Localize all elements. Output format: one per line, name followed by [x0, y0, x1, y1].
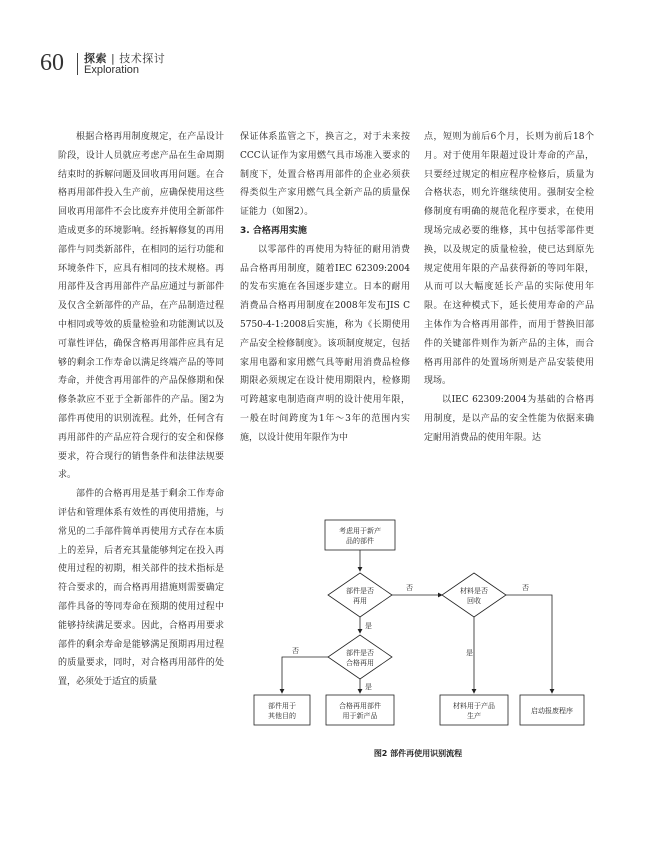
- label-no-d2: 否: [292, 647, 299, 655]
- paragraph: 以IEC 62309:2004为基础的合格再用制度，是以产品的安全性能为依据来确定耐用消费品的使用年限。达: [424, 395, 594, 443]
- paragraph: 保证体系监管之下，换言之，对于未来按CCC认证作为家用燃气具市场准入要求的制度下，处置合格再用部件的企业必须获得类似生产家用燃气具全新产品的质量保证能力（如图2）。: [240, 132, 410, 218]
- text-column-1: [58, 128, 224, 692]
- node-out1-line2: 其他目的: [268, 712, 296, 720]
- node-d2-line1: 部件是否: [346, 649, 374, 657]
- text-column-2: [240, 128, 410, 448]
- header-english: Exploration: [84, 64, 140, 76]
- label-no-d3: 否: [522, 584, 529, 592]
- flow-output-new-product: [326, 695, 394, 725]
- figure-caption: 图2 部件再使用识别流程: [373, 749, 463, 758]
- node-d1-line2: 再用: [353, 597, 367, 605]
- label-no-d1: 否: [406, 584, 413, 592]
- flowchart-figure: [240, 515, 596, 765]
- flow-output-material-production: [440, 695, 508, 725]
- text-column-3: [424, 128, 594, 448]
- header-separator: |: [111, 52, 116, 65]
- node-out2-line1: 合格再用部件: [339, 702, 381, 710]
- subsection-name: 技术探讨: [119, 52, 166, 65]
- paragraph: 点，短则为前后6个月，长则为前后18个月。对于使用年限超过设计寿命的产品，只要经过规定的相应程序检修后，质量为合格状态，则允许继续使用。强制安全检修制度有明确的规范化程序要求，在使用现场完成必要的维修，其中包括零部件更换，以及规定的质量检验，使已达到原先规定使用年限的产品获得新的等同年限，从而可以大幅度延长产品的实际使用年限。在这种模式下，延长使用寿命的产品主体作为合格再用部件，而用于替换旧部件的关键部件则作为新产品的主体，而合格再用部件的处置场所则是产品安装使用现场。: [424, 132, 594, 387]
- node-out1-line1: 部件用于: [268, 702, 296, 710]
- node-d2-line2: 合格再用: [346, 659, 374, 667]
- section-name: 探索: [84, 52, 107, 65]
- section-heading: 3. 合格再用实施: [240, 225, 307, 236]
- node-d3-line1: 材料是否: [460, 587, 488, 595]
- flow-decision-recycle: [442, 573, 506, 617]
- label-yes-d3: 是: [466, 649, 473, 657]
- node-out4-line1: 启动报废程序: [531, 707, 573, 715]
- node-out3-line2: 生产: [467, 712, 481, 720]
- paragraph: 部件的合格再用是基于剩余工作寿命评估和管理体系有效性的再使用措施，与常见的二手部件简单再使用方式存在本质上的差异，后者充其量能够判定在投入再使用过程的初期，相关部件的技术指标是符合要求的，而合格再用措施则需要确定部件具备的等同寿命在预期的使用过程中能够持续满足要求。因此，合格再用要求部件的剩余寿命是能够满足预期再用过程的质量要求，同时，对合格再用部件的处置，必须处于适宜的质量: [58, 489, 224, 688]
- page-number: 60: [40, 50, 64, 76]
- label-yes-d1: 是: [365, 622, 372, 630]
- label-yes-d2: 是: [365, 683, 372, 691]
- paragraph: 以零部件的再使用为特征的耐用消费品合格再用制度，随着IEC 62309:2004的发布实施在各国逐步建立。日本的耐用消费品合格再用制度在2008年发布JIS C 5750-4-1:2008后实施，称为《长期使用产品安全检修制度》。该项制度规定，包括家用电器和家用燃气具等耐用消费品检修期限必须规定在设计使用期限内，检修期可跨越家电制造商声明的设计使用年限，一般在时间跨度为1年～3年的范围内实施，以设计使用年限作为中: [240, 244, 410, 443]
- flow-decision-reuse: [328, 573, 392, 617]
- node-out2-line2: 用于新产品: [342, 712, 378, 720]
- node-out3-line1: 材料用于产品: [453, 702, 495, 710]
- node-start-line1: 考虑用于新产: [339, 527, 381, 535]
- node-d1-line1: 部件是否: [346, 587, 374, 595]
- node-start-line2: 品的部件: [346, 537, 374, 545]
- paragraph: 根据合格再用制度规定，在产品设计阶段，设计人员就应考虑产品在生命周期结束时的拆解问题及回收再用问题。在合格再用部件投入生产前，应确保使用这些回收再用部件不会比废弃并使用全新部件造成更多的环境影响。经拆解修复的再用部件与同类新部件，在相同的运行功能和环境条件下，应具有相同的技术规格。再用部件及含再用部件产品应通过与新部件及仅含全新部件的产品，在产品制造过程中相同或等效的质量检验和功能测试以及可靠性评估，确保含格再用部件应具有足够的剩余工作寿命以满足终端产品的等同寿命，并使含再用部件的产品保修期和保修条款应不亚于全新部件的产品。图2为部件再使用的识别流程。此外，任何含有再用部件的产品应符合现行的安全和保修要求，符合现行的销售条件和法律法规要求。: [58, 132, 224, 481]
- flow-start-box: [325, 520, 395, 550]
- flow-output-other-use: [254, 695, 310, 725]
- header-divider: [77, 53, 78, 75]
- node-d3-line2: 回收: [467, 597, 481, 605]
- flow-decision-qualified: [328, 635, 392, 679]
